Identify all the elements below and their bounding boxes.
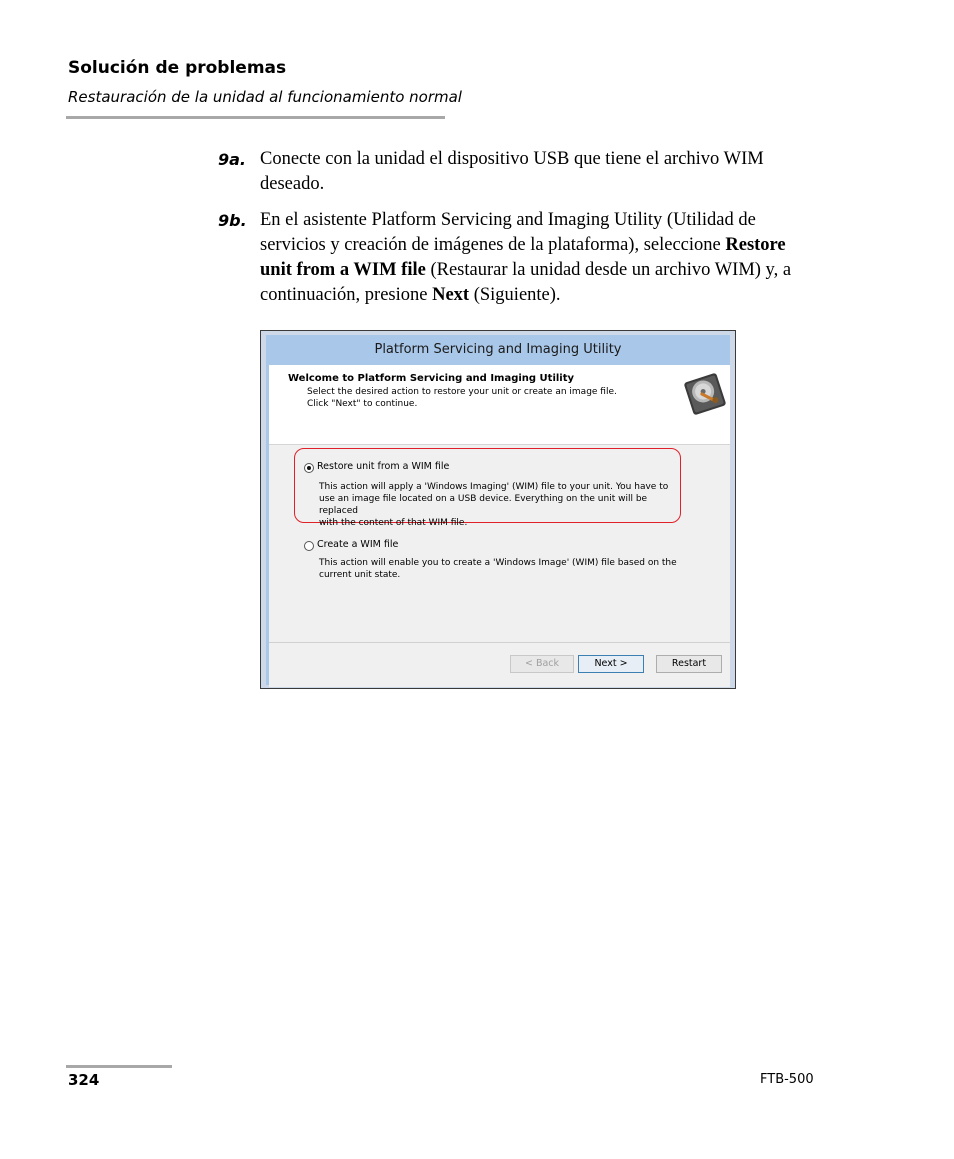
page-number: 324 xyxy=(68,1071,100,1089)
banner-instruction-next: Click "Next" to continue. xyxy=(307,399,418,409)
next-button[interactable]: Next > xyxy=(578,655,644,673)
description-line: with the content of that WIM file. xyxy=(319,518,468,528)
create-option-radio[interactable] xyxy=(304,541,314,551)
step-text-part: (Restaurar la unidad desde un archivo WIM) y, a continuación, presione xyxy=(260,260,792,305)
restore-option-radio[interactable] xyxy=(304,463,314,473)
banner-title: Welcome to Platform Servicing and Imaging Utility xyxy=(288,373,575,384)
step-text-part: En el asistente Platform Servicing and Imaging Utility (Utilidad de servicios y creación de imágenes de la plataforma), seleccione xyxy=(260,210,756,255)
restart-button[interactable]: Restart xyxy=(656,655,722,673)
step-text-bold-next: Next xyxy=(432,285,470,305)
restore-option-label[interactable]: Restore unit from a WIM file xyxy=(317,461,450,472)
header-rule xyxy=(66,116,445,119)
create-option-label[interactable]: Create a WIM file xyxy=(317,539,399,550)
document-id: FTB-500 xyxy=(760,1072,814,1087)
step-text-bold-option: Restore unit from a WIM file xyxy=(260,235,786,280)
restore-option-description xyxy=(319,481,679,529)
description-line: current unit state. xyxy=(319,570,401,580)
description-line: This action will apply a 'Windows Imaging' (WIM) file to your unit. You have to xyxy=(319,482,669,492)
step-text: Conecte con la unidad el dispositivo USB que tiene el archivo WIM deseado. xyxy=(260,149,764,194)
window-title: Platform Servicing and Imaging Utility xyxy=(374,342,622,357)
hard-drive-icon xyxy=(682,371,728,417)
step-text-part: (Siguiente). xyxy=(469,285,561,305)
step-text xyxy=(260,208,820,308)
wizard-window xyxy=(260,330,736,689)
section-title: Solución de problemas xyxy=(68,58,287,78)
step-number: 9a. xyxy=(218,150,247,169)
create-option-description xyxy=(319,557,679,581)
window-frame xyxy=(266,335,730,685)
footer-rule xyxy=(66,1065,172,1068)
welcome-banner xyxy=(269,365,730,445)
banner-instruction: Select the desired action to restore your unit or create an image file. xyxy=(307,387,617,397)
button-separator xyxy=(269,642,730,643)
section-subtitle: Restauración de la unidad al funcionamiento normal xyxy=(68,88,462,106)
window-body xyxy=(269,365,730,687)
back-button[interactable]: < Back xyxy=(510,655,574,673)
description-line: use an image file located on a USB device. Everything on the unit will be replaced xyxy=(319,494,648,516)
description-line: This action will enable you to create a 'Windows Image' (WIM) file based on the xyxy=(319,558,677,568)
step-number: 9b. xyxy=(218,211,247,230)
